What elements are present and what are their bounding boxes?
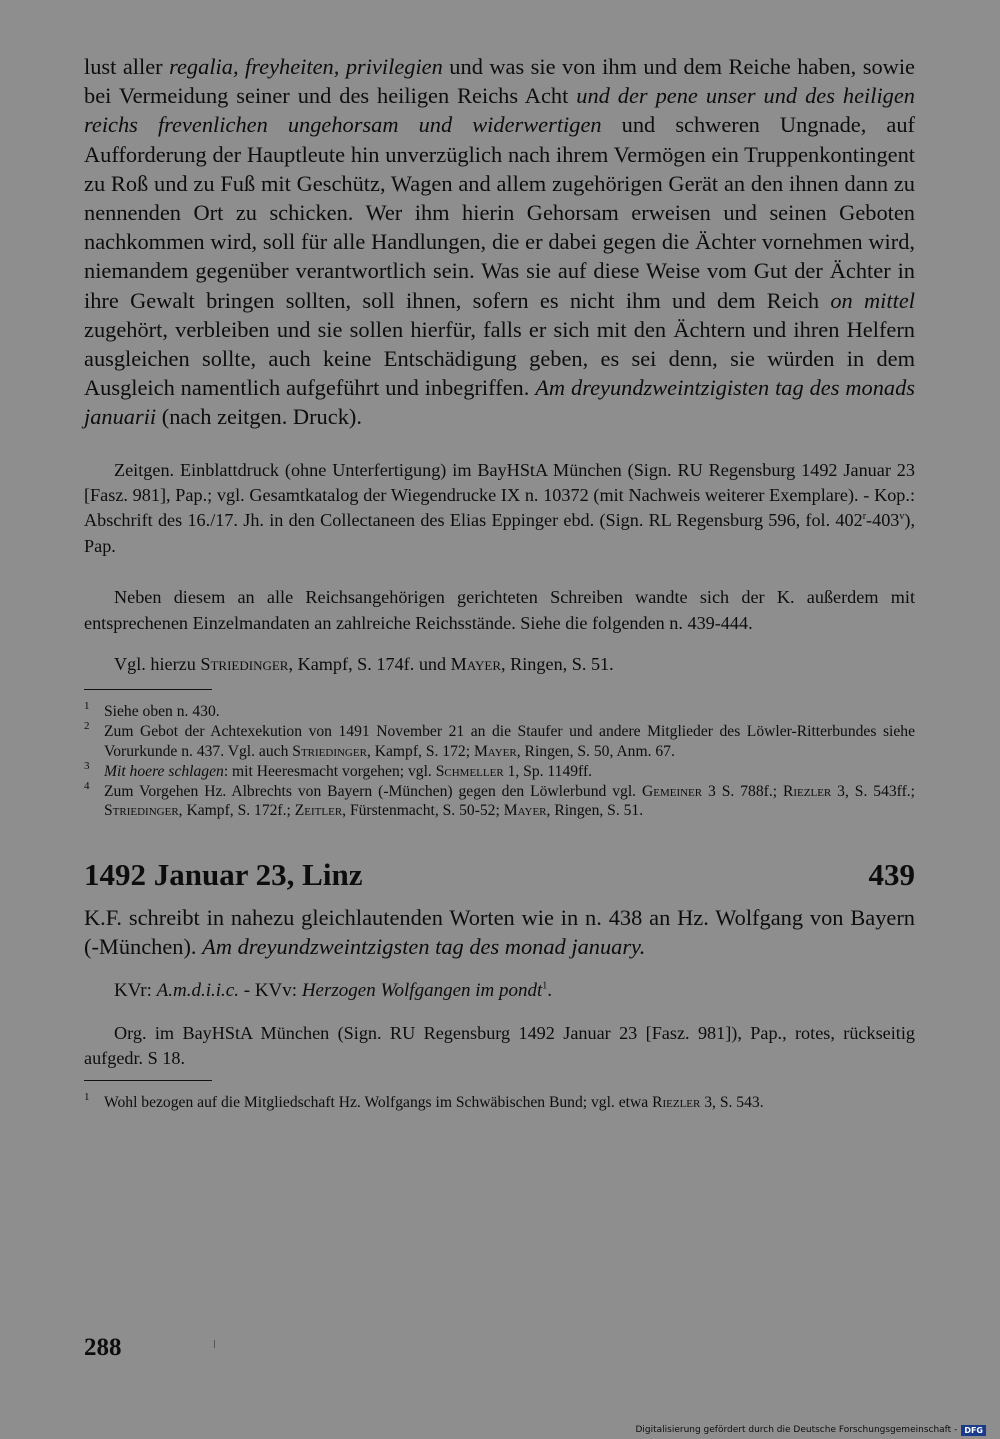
footnote-4: 4 Zum Vorgehen Hz. Albrechts von Bayern (-München) gegen den Löwlerbund vgl. Gemeiner 3 S. 788f.; Riezler 3, S. 543ff.; Striedinger, Kampf, S. 172f.; Zeitler, Fürstenmacht, S. 50-52; Mayer, Ringen, S. 51. <box>84 779 916 820</box>
footnote-divider-2 <box>84 1080 212 1081</box>
page-number: 288 <box>84 1334 122 1361</box>
credit-text: Digitalisierung gefördert durch die Deutsche Forschungsgemeinschaft - <box>635 1425 958 1435</box>
entry-kv: KVr: A.m.d.i.i.c. - KVv: Herzogen Wolfgangen im pondt$^1$. <box>114 979 553 1001</box>
footnote-entry-1: 1 Wohl bezogen auf die Mitgliedschaft Hz. Wolfgangs im Schwäbischen Bund; vgl. etwa Riezler 3, S. 543. <box>84 1090 764 1111</box>
dfg-logo-icon: DFG <box>961 1425 986 1436</box>
entry-title: 1492 Januar 23, Linz <box>84 857 363 893</box>
page-mark <box>214 1340 215 1348</box>
dfg-credit <box>635 1425 986 1436</box>
footnote-1: 1 Siehe oben n. 430. <box>84 700 220 721</box>
entry-text: K.F. schreibt in nahezu gleichlautenden Worten wie in n. 438 an Hz. Wolfgang von Bayern (-München). Am dreyundzweintzigsten tag des monad january. <box>84 905 915 960</box>
entry-number: 439 <box>868 857 915 893</box>
entry-heading <box>84 857 915 893</box>
footnotes-block <box>84 702 915 821</box>
entry-source: Org. im BayHStA München (Sign. RU Regensburg 1492 Januar 23 [Fasz. 981]), Pap., rotes, rückseitig aufgedr. S 18. <box>84 1023 915 1069</box>
footnote-3: 3 Mit hoere schlagen: mit Heeresmacht vorgehen; vgl. Schmeller 1, Sp. 1149ff. <box>84 759 593 780</box>
footnote-2: 2 Zum Gebot der Achtexekution von 1491 November 21 an die Staufer und andere Mitglieder des Löwler-Ritterbundes siehe Vorurkunde n. 437. Vgl. auch Striedinger, Kampf, S. 172; Mayer, Ringen, S. 50, Anm. 67. <box>84 720 915 761</box>
source-note: Zeitgen. Einblattdruck (ohne Unterfertigung) im BayHStA München (Sign. RU Regensburg 1492 Januar 23 [Fasz. 981], Pap.; vgl. Gesamtkatalog der Wiegendrucke IX n. 10372 (mit Nachweis weiterer Exemplare). - Kop.: Abschrift des 16./17. Jh. in den Collectaneen des Elias Eppinger ebd. (Sign. RL Regensburg 596, fol. 402$^r$-403$^v$), Pap. <box>84 459 915 556</box>
footnotes-block-2 <box>84 1090 915 1113</box>
page-content <box>84 52 915 1113</box>
footnote-divider <box>84 689 212 690</box>
body-paragraph: lust aller regalia, freyheiten, privilegien und was sie von ihm und dem Reiche haben, sowie bei Vermeidung seiner und des heiligen Reichs Acht und der pene unser und des heiligen reichs frevenlichen ungehorsam und widerwertigen und schweren Ungnade, auf Aufforderung der Hauptleute hin unverzüglich nach ihrem Vermögen ein Truppenkontingent zu Roß und zu Fuß mit Geschütz, Wagen and allem zugehörigen Gerät an den ihnen dann zu nennenden Ort zu schicken. Wer ihm hierin Gehorsam erweisen und seinen Geboten nachkommen wird, soll für alle Handlungen, die er dabei gegen die Ächter vornehmen wird, niemandem gegenüber verantwortlich sein. Was sie auf diese Weise vom Gut der Ächter in ihre Gewalt bringen sollten, soll ihnen, sofern es nicht ihm und dem Reich on mittel zugehört, verbleiben und sie sollen hierfür, falls er sich mit den Ächtern und ihren Helfern ausgleichen sollte, auch keine Entschädigung geben, es sei denn, sie würden in dem Ausgleich namentlich aufgeführt und inbegriffen. Am dreyundzweintzigisten tag des monads januarii (nach zeitgen. Druck). <box>84 54 915 430</box>
commentary-note: Neben diesem an alle Reichsangehörigen gerichteten Schreiben wandte sich der K. außerdem mit entsprechenen Einzelmandaten an zahlreiche Reichsstände. Siehe die folgenden n. 439-444. <box>84 587 915 633</box>
literature-note: Vgl. hierzu Striedinger, Kampf, S. 174f. und Mayer, Ringen, S. 51. <box>114 654 614 675</box>
